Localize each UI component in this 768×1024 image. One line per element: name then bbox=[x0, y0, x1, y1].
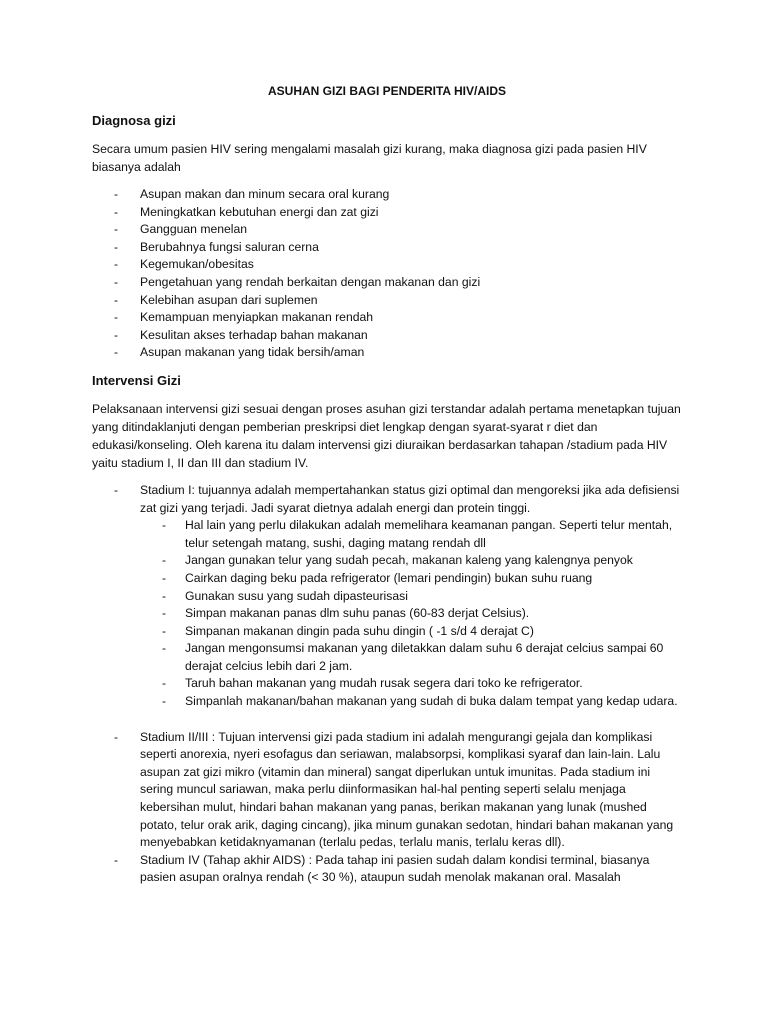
sub-list-item: - Gunakan susu yang sudah dipasteurisasi bbox=[140, 588, 682, 606]
intervensi-intro: Pelaksanaan intervensi gizi sesuai dengan proses asuhan gizi terstandar adalah pertama menetapkan tujuan yang ditindaklanjuti dengan pemberian preskripsi diet lengkap dengan syarat-syarat r diet dan edukasi/konseling. Oleh karena itu dalam intervensi gizi diuraikan berdasarkan tahapan /stadium pada HIV yaitu stadium I, II dan III dan stadium IV. bbox=[92, 401, 681, 470]
sub-list-item: - Jangan gunakan telur yang sudah pecah, makanan kaleng yang kalengnya penyok bbox=[140, 552, 682, 570]
list-item: - Kesulitan akses terhadap bahan makanan bbox=[92, 327, 682, 345]
sub-list-item: - Taruh bahan makanan yang mudah rusak segera dari toko ke refrigerator. bbox=[140, 675, 682, 693]
stage-4-item bbox=[92, 852, 682, 887]
list-item: - Berubahnya fungsi saluran cerna bbox=[92, 239, 682, 257]
diagnosa-list bbox=[92, 186, 682, 362]
list-item: - Kemampuan menyiapkan makanan rendah bbox=[92, 309, 682, 327]
list-item: - Pengetahuan yang rendah berkaitan dengan makanan dan gizi bbox=[92, 274, 682, 292]
list-item: - Gangguan menelan bbox=[92, 221, 682, 239]
section-heading-intervensi: Intervensi Gizi bbox=[92, 372, 181, 388]
stage-2-text: - Stadium II/III : Tujuan intervensi gizi pada stadium ini adalah mengurangi gejala dan komplikasi seperti anorexia, nyeri esofagus dan seriawan, malabsorpsi, komplikasi syaraf dan lain-lain. Lalu asupan zat gizi mikro (vitamin dan mineral) sangat diperlukan untuk imunitas. Pada stadium ini sering muncul sariawan, maka perlu diinformasikan hal-hal penting seperti selalu menjaga kebersihan mulut, hindari bahan makanan yang panas, berikan makanan yang lunak (mushed potato, telur orak arik, daging cincang), jika minum gunakan sedotan, hindari bahan makanan yang menyebabkan ketidaknyamanan (terlalu pedas, terlalu manis, terlalu keras dll). bbox=[140, 729, 674, 850]
sub-list-item: - Simpanlah makanan/bahan makanan yang sudah di buka dalam tempat yang kedap udara. bbox=[140, 693, 682, 711]
sub-list-item: - Hal lain yang perlu dilakukan adalah memelihara keamanan pangan. Seperti telur mentah, telur setengah matang, sushi, daging matang rendah dll bbox=[140, 517, 682, 552]
stage-list bbox=[92, 482, 682, 887]
sub-list-item: - Simpanan makanan dingin pada suhu dingin ( -1 s/d 4 derajat C) bbox=[140, 623, 682, 641]
sub-list-item: - Cairkan daging beku pada refrigerator (lemari pendingin) bukan suhu ruang bbox=[140, 570, 682, 588]
sub-list-item: - Simpan makanan panas dlm suhu panas (60-83 derjat Celsius). bbox=[140, 605, 682, 623]
sub-list-item: - Jangan mengonsumsi makanan yang diletakkan dalam suhu 6 derajat celcius sampai 60 derajat celcius lebih dari 2 jam. bbox=[140, 640, 682, 675]
document-title: ASUHAN GIZI BAGI PENDERITA HIV/AIDS bbox=[267, 84, 506, 98]
list-item: - Kegemukan/obesitas bbox=[92, 256, 682, 274]
stage-4-text: - Stadium IV (Tahap akhir AIDS) : Pada tahap ini pasien sudah dalam kondisi terminal, biasanya pasien asupan oralnya rendah (< 30 %), ataupun sudah menolak makanan oral. Masalah bbox=[140, 852, 650, 885]
stage-1-item bbox=[92, 482, 682, 729]
list-item: - Asupan makanan yang tidak bersih/aman bbox=[92, 344, 682, 362]
list-item: - Meningkatkan kebutuhan energi dan zat gizi bbox=[92, 204, 682, 222]
diagnosa-intro: Secara umum pasien HIV sering mengalami masalah gizi kurang, maka diagnosa gizi pada pasien HIV biasanya adalah bbox=[92, 142, 647, 174]
stage-2-item bbox=[92, 729, 682, 852]
spacer bbox=[140, 711, 682, 729]
list-item: - Asupan makan dan minum secara oral kurang bbox=[92, 186, 682, 204]
stage-1-text: - Stadium I: tujuannya adalah mempertahankan status gizi optimal dan mengoreksi jika ada defisiensi zat gizi yang terjadi. Jadi syarat dietnya adalah energi dan protein tinggi. bbox=[140, 482, 680, 515]
section-heading-diagnosa: Diagnosa gizi bbox=[92, 113, 176, 128]
stage-1-sublist bbox=[140, 517, 682, 711]
document-page bbox=[92, 84, 682, 898]
list-item: - Kelebihan asupan dari suplemen bbox=[92, 292, 682, 310]
